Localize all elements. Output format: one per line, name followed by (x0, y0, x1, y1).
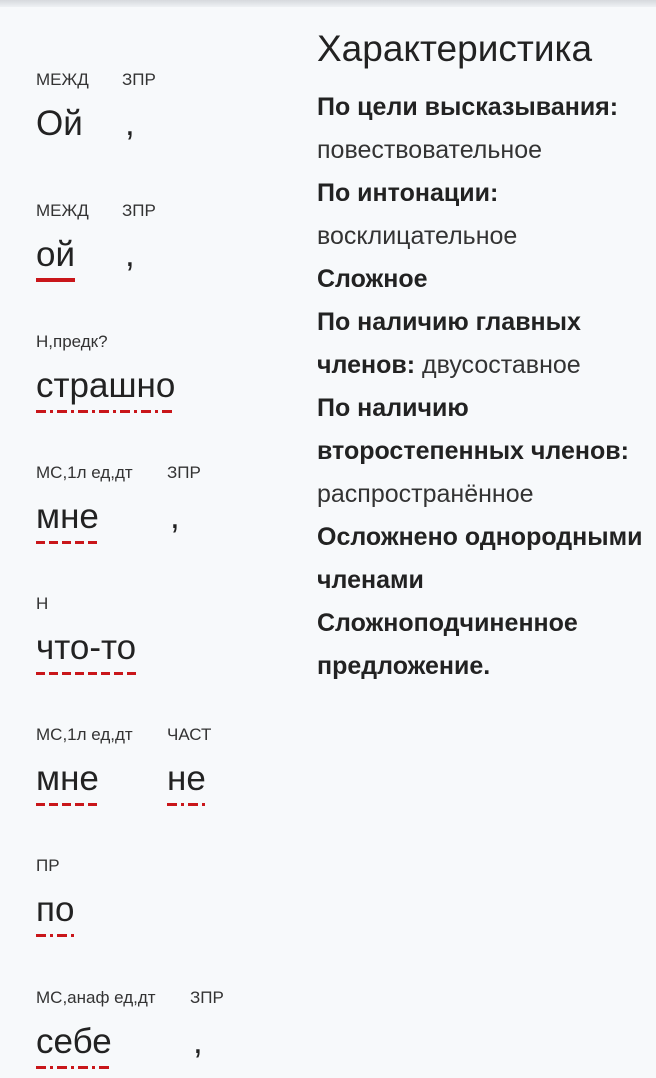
word-analysis-column (36, 0, 306, 1078)
word-row (36, 332, 306, 442)
secondary-members-value: распространённое (317, 480, 534, 508)
pos-tag: ЗПР (167, 463, 201, 482)
word-token[interactable] (36, 463, 133, 544)
word-row (36, 463, 306, 573)
word-text: , (193, 1022, 203, 1061)
purpose-item (317, 86, 647, 172)
complexity-item (317, 258, 647, 301)
word-token[interactable] (36, 856, 74, 937)
pos-tag: МС,1л ед,дт (36, 725, 133, 744)
word-row (36, 70, 306, 180)
pos-tag: ЗПР (122, 201, 156, 220)
word-text: страшно (36, 365, 175, 413)
word-row (36, 988, 306, 1078)
word-row (36, 594, 306, 704)
word-text: себе (36, 1021, 112, 1069)
purpose-label: По цели высказывания: (317, 93, 619, 121)
secondary-members-item (317, 387, 647, 516)
main-members-value: двусоставное (422, 351, 581, 379)
complication-item (317, 516, 647, 602)
word-token[interactable] (36, 332, 175, 413)
word-token[interactable] (36, 201, 89, 282)
purpose-value: повествовательное (317, 136, 543, 164)
word-row (36, 725, 306, 835)
word-row (36, 856, 306, 966)
pos-tag: ПР (36, 856, 60, 875)
word-text: , (125, 235, 135, 274)
intonation-value: восклицательное (317, 222, 518, 250)
word-row (36, 201, 306, 311)
pos-tag: Н,предк? (36, 332, 108, 351)
word-token[interactable] (36, 988, 156, 1069)
word-text: что-то (36, 627, 136, 675)
word-text: ой (36, 234, 75, 282)
word-token[interactable] (190, 988, 224, 1063)
pos-tag: ЗПР (190, 988, 224, 1007)
characteristics-heading: Характеристика (317, 28, 593, 69)
pos-tag: МЕЖД (36, 201, 89, 220)
word-token[interactable] (36, 725, 133, 806)
sentence-type-label: Сложноподчиненное предложение. (317, 609, 578, 680)
pos-tag: МС,анаф ед,дт (36, 988, 156, 1007)
pos-tag: Н (36, 594, 49, 613)
main-members-item (317, 301, 647, 387)
complication-label: Осложнено однородными членами (317, 523, 643, 594)
word-text: Ой (36, 104, 83, 143)
pos-tag: МС,1л ед,дт (36, 463, 133, 482)
word-token[interactable] (36, 594, 136, 675)
word-token[interactable] (167, 725, 211, 806)
word-text: не (167, 758, 206, 806)
word-text: мне (36, 758, 99, 806)
sentence-type-item (317, 602, 647, 688)
word-text: , (170, 497, 180, 536)
word-token[interactable] (122, 201, 156, 276)
characteristics-panel (317, 26, 647, 688)
main-members-label: По наличию главных членов: (317, 308, 581, 379)
complexity-label: Сложное (317, 265, 428, 293)
secondary-members-label: По наличию второстепенных членов: (317, 394, 629, 465)
word-text: по (36, 889, 74, 937)
pos-tag: ЧАСТ (167, 725, 212, 744)
pos-tag: МЕЖД (36, 70, 89, 89)
intonation-item (317, 172, 647, 258)
word-token[interactable] (122, 70, 156, 145)
word-text: , (125, 104, 135, 143)
pos-tag: ЗПР (122, 70, 156, 89)
word-token[interactable] (36, 70, 89, 145)
word-token[interactable] (167, 463, 201, 538)
word-text: мне (36, 496, 99, 544)
intonation-label: По интонации: (317, 179, 499, 207)
